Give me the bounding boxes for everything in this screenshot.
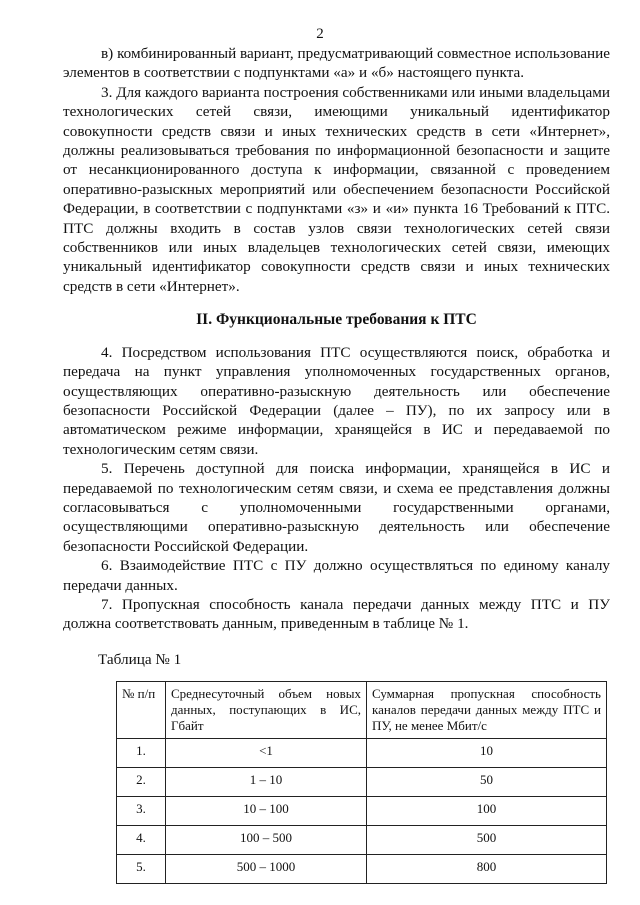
table-cell-bandwidth: 50 — [367, 768, 607, 797]
table-cell-bandwidth: 10 — [367, 739, 607, 768]
table-cell-number: 4. — [117, 826, 166, 855]
table-cell-volume: 1 – 10 — [166, 768, 367, 797]
table-header-volume: Среднесуточный объем новых данных, поступающих в ИС, Гбайт — [166, 682, 367, 739]
table-cell-volume: 100 – 500 — [166, 826, 367, 855]
paragraph-5: 5. Перечень доступной для поиска информации, хранящейся в ИС и передаваемой по технологическим сетям связи, и схема ее представления должны согласовываться с уполномоченными государственными органами, осуществляющими оперативно-разыскную деятельность или обеспечение безопасности Российской Федерации. — [63, 460, 610, 555]
table-header-number: № п/п — [117, 682, 166, 739]
paragraph-4: 4. Посредством использования ПТС осуществляются поиск, обработка и передача на пункт управления уполномоченных государственных органов, осуществляющих оперативно-разыскную деятельность или обеспечение безопасности Российской Федерации (далее – ПУ), по их запросу или в автоматическом режиме информации, хранящейся в ИС и передаваемой по технологическим сетям связи. — [63, 343, 610, 458]
table-cell-bandwidth: 800 — [367, 855, 607, 884]
paragraph-7: 7. Пропускная способность канала передачи данных между ПТС и ПУ должна соответствовать данным, приведенным в таблице № 1. — [63, 595, 610, 633]
paragraph-6: 6. Взаимодействие ПТС с ПУ должно осуществляться по единому каналу передачи данных. — [63, 557, 610, 594]
table-row — [117, 768, 607, 797]
table-cell-number: 1. — [117, 739, 166, 768]
bandwidth-table — [116, 681, 607, 884]
document-body — [63, 44, 610, 884]
table-row — [117, 739, 607, 768]
table-cell-volume: 500 – 1000 — [166, 855, 367, 884]
table-cell-bandwidth: 100 — [367, 797, 607, 826]
table-header-row — [117, 682, 607, 739]
table-cell-number: 2. — [117, 768, 166, 797]
paragraph-3: 3. Для каждого варианта построения собственниками или иными владельцами технологических сетей связи, имеющими уникальный идентификатор совокупности средств связи и иных технических средств в сети «Интернет», должны реализовываться требования по информационной безопасности и защите от несанкционированного доступа к информации, связанной с проведением оперативно-разыскных мероприятий или обеспечением безопасности Российской Федерации, в соответствии с подпунктами «з» и «и» пункта 16 Требований к ПТС. ПТС должны входить в состав узлов связи технологических сетей связи собственников или иных владельцев технологических сетей связи, имеющих уникальный идентификатор совокупности средств связи и иных технических средств в сети «Интернет». — [63, 83, 610, 295]
paragraph-2v: в) комбинированный вариант, предусматривающий совместное использование элементов в соответствии с подпунктами «а» и «б» настоящего пункта. — [63, 45, 610, 82]
table-row — [117, 826, 607, 855]
table-caption: Таблица № 1 — [98, 650, 182, 668]
table-row — [117, 797, 607, 826]
table-cell-bandwidth: 500 — [367, 826, 607, 855]
table-row — [117, 855, 607, 884]
page-number: 2 — [316, 26, 324, 42]
table-header-bandwidth: Суммарная пропускная способность каналов передачи данных между ПТС и ПУ, не менее Мбит/с — [367, 682, 607, 739]
section-heading: II. Функциональные требования к ПТС — [196, 311, 477, 329]
table-cell-volume: <1 — [166, 739, 367, 768]
table-cell-number: 5. — [117, 855, 166, 884]
table-cell-volume: 10 – 100 — [166, 797, 367, 826]
table-cell-number: 3. — [117, 797, 166, 826]
